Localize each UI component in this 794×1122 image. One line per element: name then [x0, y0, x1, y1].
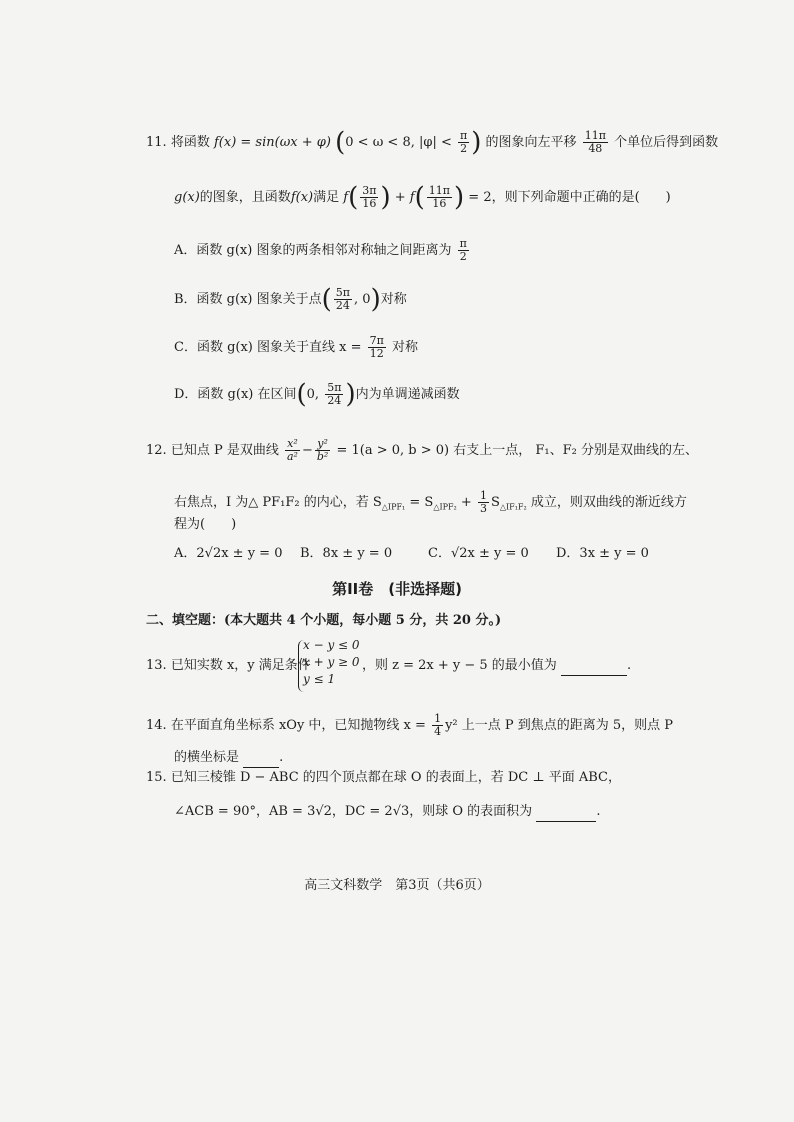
q14-frac	[432, 713, 443, 738]
q12-sub2: △IPF₂	[433, 502, 457, 512]
q13-cond2: x + y ≥ 0	[303, 655, 360, 669]
q13-answer-blank[interactable]	[561, 657, 627, 676]
q14-end: .	[279, 750, 284, 765]
q11-text-b: 的图象向左平移	[485, 135, 577, 150]
frac-den: 3	[479, 502, 487, 515]
q12-text-d: 右焦点，I 为△ PF₁F₂ 的内心，若 S	[174, 495, 382, 510]
frac-num: 11π	[584, 129, 606, 142]
frac-den: 12	[369, 347, 384, 360]
frac-den: 24	[335, 299, 350, 312]
q11-d-frac	[325, 382, 343, 407]
frac-num: 1	[479, 489, 487, 502]
q12-line2	[174, 490, 687, 517]
q11-text-e: 满足	[313, 190, 340, 205]
q13-end: .	[626, 658, 632, 673]
option-end: 对称	[380, 292, 407, 307]
q15-end: .	[596, 804, 601, 819]
paren-left: (	[335, 127, 346, 158]
q11-plus: + f	[394, 190, 415, 205]
q12-minus: −	[301, 443, 313, 458]
page-footer: 高三文科数学 第3页（共6页）	[304, 878, 490, 893]
q15-line1	[146, 769, 621, 787]
q12-sub3: △IF₁F₂	[499, 502, 527, 512]
option-end: 内为单调递减函数	[355, 387, 460, 402]
q12-number: 12.	[146, 443, 167, 458]
frac-num: 11π	[428, 184, 450, 197]
q11-b-frac	[334, 287, 352, 312]
q12-s3: S	[490, 495, 500, 510]
frac-num: 3π	[362, 184, 377, 197]
frac-num: y²	[317, 437, 328, 450]
q12-line1	[146, 438, 698, 463]
option-text: D．函数 g(x) 在区间	[174, 387, 297, 402]
q11-option-a	[174, 238, 471, 263]
q12-text-e: 成立，则双曲线的渐近线方	[530, 495, 687, 510]
frac-den: 48	[588, 142, 603, 155]
paren-right: )	[454, 182, 465, 213]
option-text: B．函数 g(x) 图象关于点	[174, 292, 322, 307]
q11-text-c: 个单位后得到函数	[614, 135, 719, 150]
frac-den: b²	[316, 450, 329, 463]
paren-right: )	[345, 379, 356, 410]
q11-f1: f	[343, 190, 349, 205]
q11-fx: f(x)	[290, 190, 314, 205]
frac-den: 16	[362, 197, 377, 210]
q13-text-b: ，则 z = 2x + y − 5 的最小值为	[362, 658, 557, 673]
q13-text-a: 已知实数 x，y 满足条件	[170, 658, 311, 673]
q11-line2	[174, 182, 671, 213]
q14-line2	[174, 749, 283, 768]
frac-den: 2	[459, 250, 467, 263]
q13-line	[146, 657, 311, 675]
paren-left: (	[296, 379, 307, 410]
frac-den: 2	[460, 142, 468, 155]
q12-eq: = S	[409, 495, 434, 510]
paren-left: (	[348, 182, 359, 213]
frac-num: π	[459, 237, 467, 250]
q12-frac-third	[478, 490, 489, 515]
q13-cond1: x − y ≤ 0	[303, 638, 360, 652]
q12-plus: +	[460, 495, 472, 510]
q15-line2	[174, 803, 600, 822]
q11-option-b	[174, 284, 407, 315]
frac-num: x²	[287, 437, 298, 450]
q11-d-head: 0,	[306, 387, 324, 402]
option-text: C．函数 g(x) 图象关于直线 x =	[174, 340, 362, 355]
q15-text-b: ∠ACB = 90°，AB = 3√2，DC = 2√3，则球 O 的表面积为	[174, 804, 533, 819]
paren-left: (	[321, 284, 332, 315]
q11-func: f(x) = sin(ωx + φ)	[213, 135, 331, 150]
q11-frac-b	[427, 185, 452, 210]
q12-text-c: F₁、F₂ 分别是双曲线的左、	[535, 443, 698, 458]
q11-option-d	[174, 379, 460, 410]
q15-answer-blank[interactable]	[536, 803, 596, 822]
frac-num: 7π	[369, 334, 384, 347]
q13-tail	[362, 657, 631, 676]
q11-cond-frac	[458, 130, 469, 155]
q15-number: 15.	[146, 770, 167, 785]
q13-cond3: y ≤ 1	[303, 672, 336, 686]
q11-eq: = 2，则下列命题中正确的是( )	[468, 190, 671, 205]
option-end: 对称	[392, 340, 419, 355]
q14-text-b: y² 上一点 P 到焦点的距离为 5，则点 P	[445, 718, 674, 733]
q11-a-frac	[458, 238, 469, 263]
q12-sub1: △IPF₁	[381, 502, 406, 512]
q11-option-c	[174, 335, 418, 360]
q15-text-a: 已知三棱锥 D − ABC 的四个顶点都在球 O 的表面上，若 DC ⊥ 平面 ABC，	[170, 770, 621, 785]
part2-title: 第II卷 (非选择题)	[332, 580, 462, 598]
q11-text-a: 将函数	[170, 135, 210, 150]
q14-answer-blank[interactable]	[243, 749, 279, 768]
q11-b-tail: , 0	[354, 292, 371, 307]
q11-c-frac	[368, 335, 386, 360]
q13-system	[303, 637, 360, 688]
paren-right: )	[380, 182, 391, 213]
q12-option-c: C．√2x ± y = 0	[428, 546, 529, 561]
q12-text-a: 已知点 P 是双曲线	[170, 443, 279, 458]
q11-frac-a	[360, 185, 378, 210]
frac-den: 24	[327, 394, 342, 407]
q11-number: 11.	[146, 135, 167, 150]
q11-shift-frac	[583, 130, 608, 155]
q12-frac-x	[285, 438, 300, 463]
q11-gx: g(x)	[174, 190, 200, 205]
frac-num: π	[460, 129, 468, 142]
frac-den: 4	[434, 725, 442, 738]
q14-line1	[146, 713, 673, 738]
q13-number: 13.	[146, 658, 167, 673]
frac-den: a²	[286, 450, 298, 463]
paren-right: )	[471, 127, 482, 158]
q12-option-a: A．2√2x ± y = 0	[174, 546, 283, 561]
paren-left: (	[414, 182, 425, 213]
q12-text-b: = 1(a > 0, b > 0) 右支上一点，	[336, 443, 532, 458]
q14-text-a: 在平面直角坐标系 xOy 中，已知抛物线 x =	[170, 718, 426, 733]
frac-num: 5π	[335, 286, 351, 299]
option-text: A．函数 g(x) 图象的两条相邻对称轴之间距离为	[174, 243, 452, 258]
q12-frac-y	[315, 438, 330, 463]
paren-right: )	[370, 284, 381, 315]
q12-line3: 程为( )	[174, 517, 237, 532]
q14-text-c: 的横坐标是	[174, 750, 240, 765]
frac-num: 5π	[327, 381, 342, 394]
q12-option-b: B．8x ± y = 0	[300, 546, 393, 561]
q11-line1	[146, 127, 719, 158]
q11-cond: 0 < ω < 8, |φ| <	[345, 135, 457, 150]
q12-option-d: D．3x ± y = 0	[556, 546, 649, 561]
section2-heading: 二、填空题：(本大题共 4 个小题，每小题 5 分，共 20 分。)	[146, 613, 502, 628]
q11-text-d: 的图象，且函数	[199, 190, 291, 205]
frac-den: 16	[432, 197, 447, 210]
frac-num: 1	[434, 712, 442, 725]
q14-number: 14.	[146, 718, 167, 733]
